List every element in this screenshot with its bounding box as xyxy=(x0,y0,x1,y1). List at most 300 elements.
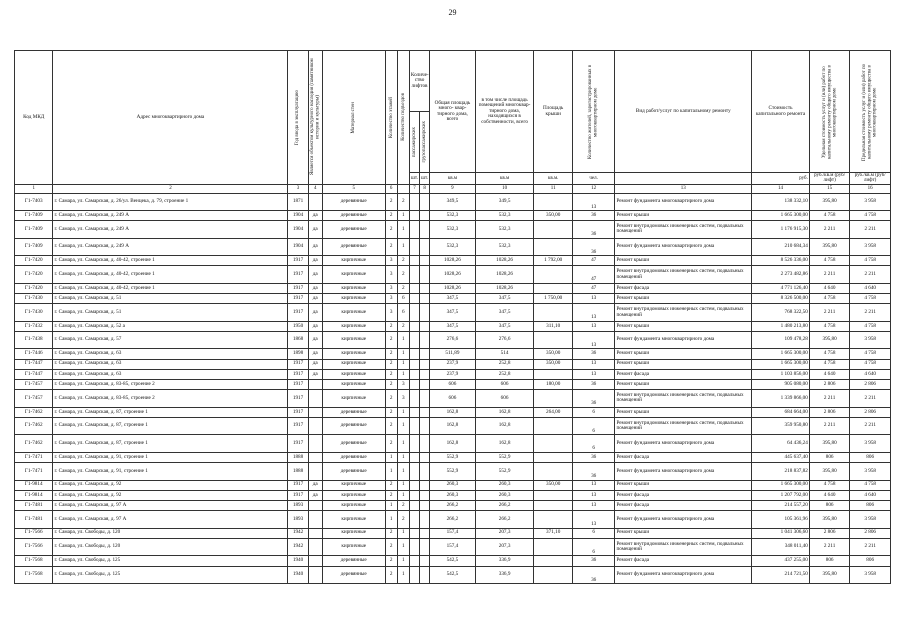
cell-residents: 36 xyxy=(572,380,615,390)
cell-cost: 64 436,24 xyxy=(752,435,810,453)
cell-walls: кирпичные xyxy=(322,511,385,529)
cell-work: Ремонт крыши xyxy=(615,480,752,490)
cell-address: г. Самара, ул. Самарская, д. 92 xyxy=(53,480,288,490)
table-row xyxy=(15,538,891,556)
cell-max-cost: 3 958 xyxy=(850,435,891,453)
header-heritage: Является объектом культурного наследия (памятником истории и культуры) xyxy=(309,58,321,176)
cell-unit-cost: 395,80 xyxy=(809,238,850,256)
cell-unit-cost: 806 xyxy=(809,556,850,566)
cell-address: г. Самара, ул. Самарская, д. 40-42, строение 1 xyxy=(53,256,288,266)
cell-elev-pass xyxy=(409,238,419,256)
cell-max-cost: 806 xyxy=(850,452,891,462)
cell-elev-pass xyxy=(409,304,419,322)
cell-work: Ремонт внутридомовых инженерных систем, подвальных помещений xyxy=(615,538,752,556)
cell-total-area: 606 xyxy=(430,390,476,408)
cell-elev-cargo xyxy=(420,528,430,538)
unit-unit-cost: руб./кв.м (руб/лифт) xyxy=(809,173,850,185)
cell-residential-area: 349,5 xyxy=(475,193,534,211)
cell-elev-cargo xyxy=(420,556,430,566)
cell-max-cost: 4 758 xyxy=(850,321,891,331)
cell-entrances: 2 xyxy=(397,511,409,529)
cell-address: г. Самара, ул. Самарская, д. 52 а xyxy=(53,321,288,331)
colnum: 5 xyxy=(322,184,385,193)
cell-elev-pass xyxy=(409,359,419,369)
cell-total-area: 266,2 xyxy=(430,500,476,510)
cell-code: Г1-7403 xyxy=(15,193,53,211)
cell-cost: 1 665 300,00 xyxy=(752,480,810,490)
cell-total-area: 552,9 xyxy=(430,452,476,462)
cell-heritage xyxy=(308,511,322,529)
cell-floors: 2 xyxy=(385,407,397,417)
cell-total-area: 552,9 xyxy=(430,463,476,481)
cell-floors: 3 xyxy=(385,294,397,304)
cell-year: 1917 xyxy=(288,417,308,435)
cell-work: Ремонт внутридомовых инженерных систем, подвальных помещений xyxy=(615,304,752,322)
cell-year: 1942 xyxy=(288,528,308,538)
cell-roof-area xyxy=(534,304,572,322)
cell-unit-cost: 4 758 xyxy=(809,256,850,266)
cell-elev-cargo xyxy=(420,538,430,556)
cell-residents: 13 xyxy=(572,359,615,369)
cell-code: Г1-7566 xyxy=(15,528,53,538)
cell-max-cost: 2 211 xyxy=(850,221,891,239)
cell-roof-area: 371,10 xyxy=(534,528,572,538)
cell-residents: 36 xyxy=(572,221,615,239)
cell-heritage: да xyxy=(308,304,322,322)
cell-floors: 2 xyxy=(385,193,397,211)
cell-address: г. Самара, ул. Самарская, д. 83-85, строение 2 xyxy=(53,380,288,390)
cell-heritage: да xyxy=(308,221,322,239)
cell-year: 1917 xyxy=(288,304,308,322)
cell-elev-cargo xyxy=(420,480,430,490)
cell-total-area: 606 xyxy=(430,380,476,390)
cell-heritage xyxy=(308,193,322,211)
colnum: 12 xyxy=(572,184,615,193)
cell-residential-area: 347,5 xyxy=(475,321,534,331)
cell-max-cost: 3 958 xyxy=(850,463,891,481)
table-row xyxy=(15,221,891,239)
cell-floors: 2 xyxy=(385,390,397,408)
cell-elev-cargo xyxy=(420,211,430,221)
cell-cost: 905 080,00 xyxy=(752,380,810,390)
cell-residents: 36 xyxy=(572,463,615,481)
cell-heritage xyxy=(308,452,322,462)
cell-elev-pass xyxy=(409,417,419,435)
cell-work: Ремонт фундамента многоквартирного дома xyxy=(615,238,752,256)
cell-max-cost: 4 640 xyxy=(850,369,891,379)
cell-heritage xyxy=(308,435,322,453)
cell-total-area: 349,5 xyxy=(430,193,476,211)
cell-total-area: 260,3 xyxy=(430,490,476,500)
cell-year: 1904 xyxy=(288,221,308,239)
cell-walls: кирпичные xyxy=(322,331,385,349)
cell-code: Г1-7432 xyxy=(15,321,53,331)
cell-residential-area: 162,8 xyxy=(475,407,534,417)
cell-code: Г1-7420 xyxy=(15,283,53,293)
cell-address: г. Самара, ул. Самарская, д. 91, строение 1 xyxy=(53,452,288,462)
table-row xyxy=(15,304,891,322)
cell-elev-pass xyxy=(409,528,419,538)
cell-heritage xyxy=(308,556,322,566)
cell-cost: 105 361,96 xyxy=(752,511,810,529)
cell-address: г. Самара, ул. Свободы, д. 125 xyxy=(53,566,288,584)
cell-residential-area: 1028,26 xyxy=(475,266,534,284)
cell-max-cost: 2 211 xyxy=(850,417,891,435)
cell-entrances: 1 xyxy=(397,480,409,490)
table-row xyxy=(15,193,891,211)
colnum: 1 xyxy=(15,184,53,193)
cell-total-area: 276,6 xyxy=(430,331,476,349)
cell-residents: 13 xyxy=(572,304,615,322)
cell-roof-area: 264,00 xyxy=(534,407,572,417)
table-row xyxy=(15,390,891,408)
cell-max-cost: 4 640 xyxy=(850,490,891,500)
colnum: 8 xyxy=(420,184,430,193)
cell-unit-cost: 2 806 xyxy=(809,380,850,390)
cell-elev-cargo xyxy=(420,369,430,379)
cell-residential-area: 532,3 xyxy=(475,221,534,239)
header-floors: Количество этажей xyxy=(388,96,394,138)
cell-roof-area xyxy=(534,556,572,566)
cell-roof-area xyxy=(534,511,572,529)
cell-elev-pass xyxy=(409,500,419,510)
cell-elev-cargo xyxy=(420,331,430,349)
cell-entrances: 1 xyxy=(397,238,409,256)
cell-walls: деревянные xyxy=(322,193,385,211)
cell-heritage xyxy=(308,417,322,435)
cell-address: г. Самара, ул. Самарская, д. 63 xyxy=(53,359,288,369)
cell-floors: 2 xyxy=(385,211,397,221)
cell-year: 1917 xyxy=(288,390,308,408)
cell-elev-cargo xyxy=(420,359,430,369)
cell-max-cost: 4 758 xyxy=(850,480,891,490)
cell-unit-cost: 4 758 xyxy=(809,321,850,331)
cell-cost: 768 322,50 xyxy=(752,304,810,322)
cell-cost: 1 041 306,60 xyxy=(752,528,810,538)
cell-address: г. Самара, ул. Самарская, д. 40-42, строение 1 xyxy=(53,283,288,293)
cell-entrances: 1 xyxy=(397,417,409,435)
colnum: 11 xyxy=(534,184,572,193)
cell-walls: кирпичные xyxy=(322,349,385,359)
cell-work: Ремонт внутридомовых инженерных систем, подвальных помещений xyxy=(615,266,752,284)
cell-cost: 210 684,34 xyxy=(752,238,810,256)
cell-code: Г1-7457 xyxy=(15,390,53,408)
unit-max-cost: руб./кв.м (руб/лифт) xyxy=(850,173,891,185)
cell-roof-area xyxy=(534,283,572,293)
cell-max-cost: 2 806 xyxy=(850,380,891,390)
cell-max-cost: 2 211 xyxy=(850,266,891,284)
cell-year: 1917 xyxy=(288,359,308,369)
cell-year: 1940 xyxy=(288,556,308,566)
cell-floors: 2 xyxy=(385,359,397,369)
cell-address: г. Самара, ул. Свободы, д. 120 xyxy=(53,528,288,538)
cell-elev-pass xyxy=(409,463,419,481)
cell-max-cost: 4 640 xyxy=(850,283,891,293)
cell-entrances: 1 xyxy=(397,407,409,417)
cell-residents: 47 xyxy=(572,266,615,284)
cell-roof-area: 311,10 xyxy=(534,321,572,331)
table-row xyxy=(15,407,891,417)
header-work-type: Вид работ/услуг по капитальному ремонту xyxy=(615,51,752,173)
table-row xyxy=(15,266,891,284)
cell-elev-pass xyxy=(409,480,419,490)
cell-walls: кирпичные xyxy=(322,321,385,331)
unit-elev-pass: шт. xyxy=(409,173,419,185)
cell-address: г. Самара, ул. Самарская, д. 87, строение 1 xyxy=(53,407,288,417)
colnum: 10 xyxy=(475,184,534,193)
cell-total-area: 157,4 xyxy=(430,538,476,556)
cell-entrances: 1 xyxy=(397,566,409,584)
cell-residents: 13 xyxy=(572,480,615,490)
cell-walls: деревянные xyxy=(322,566,385,584)
cell-total-area: 532,3 xyxy=(430,221,476,239)
capital-repair-table xyxy=(14,50,891,584)
cell-year: 1888 xyxy=(288,452,308,462)
cell-heritage xyxy=(308,463,322,481)
cell-elev-cargo xyxy=(420,294,430,304)
cell-walls: кирпичные xyxy=(322,256,385,266)
cell-total-area: 266,2 xyxy=(430,511,476,529)
cell-year: 1917 xyxy=(288,266,308,284)
cell-roof-area xyxy=(534,463,572,481)
cell-elev-cargo xyxy=(420,407,430,417)
cell-total-area: 157,4 xyxy=(430,528,476,538)
cell-roof-area: 350,00 xyxy=(534,349,572,359)
cell-heritage: да xyxy=(308,369,322,379)
cell-walls: кирпичные xyxy=(322,359,385,369)
cell-total-area: 1028,26 xyxy=(430,256,476,266)
colnum: 9 xyxy=(430,184,476,193)
cell-max-cost: 3 958 xyxy=(850,511,891,529)
cell-year: 1917 xyxy=(288,407,308,417)
cell-unit-cost: 2 211 xyxy=(809,266,850,284)
cell-year: 1950 xyxy=(288,321,308,331)
cell-cost: 8 326 500,00 xyxy=(752,294,810,304)
cell-residential-area: 260,3 xyxy=(475,490,534,500)
cell-elev-pass xyxy=(409,369,419,379)
cell-residents: 47 xyxy=(572,283,615,293)
header-roof-area: Площадь крыши xyxy=(534,51,572,173)
table-row xyxy=(15,417,891,435)
cell-elev-pass xyxy=(409,511,419,529)
cell-elev-cargo xyxy=(420,500,430,510)
cell-total-area: 347,5 xyxy=(430,321,476,331)
cell-heritage: да xyxy=(308,211,322,221)
cell-code: Г1-7447 xyxy=(15,369,53,379)
cell-residential-area: 276,6 xyxy=(475,331,534,349)
colnum: 7 xyxy=(409,184,419,193)
cell-address: г. Самара, ул. Самарская, д. 249 А xyxy=(53,221,288,239)
cell-residents: 13 xyxy=(572,500,615,510)
cell-walls: кирпичные xyxy=(322,283,385,293)
cell-unit-cost: 4 640 xyxy=(809,490,850,500)
cell-entrances: 1 xyxy=(397,538,409,556)
table-row xyxy=(15,321,891,331)
header-code: Код МКД xyxy=(15,51,53,185)
cell-year: 1868 xyxy=(288,331,308,349)
cell-residential-area: 336,9 xyxy=(475,556,534,566)
cell-elev-cargo xyxy=(420,283,430,293)
cell-floors: 2 xyxy=(385,380,397,390)
cell-code: Г1-7420 xyxy=(15,256,53,266)
cell-heritage: да xyxy=(308,283,322,293)
cell-entrances: 1 xyxy=(397,359,409,369)
cell-heritage xyxy=(308,390,322,408)
cell-elev-cargo xyxy=(420,304,430,322)
cell-heritage: да xyxy=(308,238,322,256)
cell-residential-area: 336,9 xyxy=(475,566,534,584)
cell-cost: 445 637,40 xyxy=(752,452,810,462)
cell-roof-area xyxy=(534,221,572,239)
cell-work: Ремонт крыши xyxy=(615,321,752,331)
table-row xyxy=(15,452,891,462)
cell-floors: 1 xyxy=(385,452,397,462)
cell-walls: кирпичные xyxy=(322,490,385,500)
table-row xyxy=(15,283,891,293)
cell-cost: 359 950,80 xyxy=(752,417,810,435)
cell-code: Г1-7447 xyxy=(15,359,53,369)
cell-residential-area: 266,2 xyxy=(475,500,534,510)
cell-elev-cargo xyxy=(420,349,430,359)
cell-roof-area: 350,00 xyxy=(534,211,572,221)
colnum: 4 xyxy=(308,184,322,193)
cell-residents: 6 xyxy=(572,538,615,556)
cell-total-area: 162,8 xyxy=(430,417,476,435)
cell-code: Г1-7420 xyxy=(15,266,53,284)
cell-work: Ремонт фундамента многоквартирного дома xyxy=(615,566,752,584)
table-row xyxy=(15,500,891,510)
cell-total-area: 260,3 xyxy=(430,480,476,490)
cell-max-cost: 3 958 xyxy=(850,566,891,584)
cell-floors: 2 xyxy=(385,238,397,256)
cell-roof-area xyxy=(534,452,572,462)
cell-floors: 2 xyxy=(385,490,397,500)
cell-code: Г1-9814 xyxy=(15,490,53,500)
cell-floors: 2 xyxy=(385,221,397,239)
cell-address: г. Самара, ул. Свободы, д. 120 xyxy=(53,538,288,556)
cell-roof-area xyxy=(534,390,572,408)
cell-code: Г1-7566 xyxy=(15,538,53,556)
cell-max-cost: 2 806 xyxy=(850,407,891,417)
cell-elev-cargo xyxy=(420,221,430,239)
cell-floors: 2 xyxy=(385,528,397,538)
cell-walls: кирпичные xyxy=(322,390,385,408)
cell-residential-area: 514 xyxy=(475,349,534,359)
cell-floors: 2 xyxy=(385,435,397,453)
cell-cost: 437 255,00 xyxy=(752,556,810,566)
cell-floors: 3 xyxy=(385,266,397,284)
cell-max-cost: 4 758 xyxy=(850,359,891,369)
cell-elev-pass xyxy=(409,283,419,293)
cell-entrances: 1 xyxy=(397,556,409,566)
cell-floors: 2 xyxy=(385,349,397,359)
cell-max-cost: 806 xyxy=(850,556,891,566)
cell-code: Г1-7481 xyxy=(15,500,53,510)
cell-code: Г1-7462 xyxy=(15,417,53,435)
cell-work: Ремонт крыши xyxy=(615,211,752,221)
table-row xyxy=(15,480,891,490)
cell-max-cost: 3 958 xyxy=(850,238,891,256)
cell-floors: 2 xyxy=(385,556,397,566)
cell-unit-cost: 2 211 xyxy=(809,417,850,435)
cell-elev-cargo xyxy=(420,256,430,266)
cell-floors: 2 xyxy=(385,538,397,556)
cell-entrances: 3 xyxy=(397,380,409,390)
cell-work: Ремонт внутридомовых инженерных систем, подвальных помещений xyxy=(615,221,752,239)
cell-floors: 1 xyxy=(385,511,397,529)
cell-year: 1917 xyxy=(288,256,308,266)
cell-elev-cargo xyxy=(420,463,430,481)
cell-elev-pass xyxy=(409,452,419,462)
cell-code: Г1-7409 xyxy=(15,211,53,221)
cell-unit-cost: 395,80 xyxy=(809,566,850,584)
cell-residential-area: 260,3 xyxy=(475,480,534,490)
cell-work: Ремонт крыши xyxy=(615,528,752,538)
cell-elev-pass xyxy=(409,538,419,556)
cell-residents: 13 xyxy=(572,331,615,349)
cell-entrances: 2 xyxy=(397,500,409,510)
cell-year: 1888 xyxy=(288,463,308,481)
table-row xyxy=(15,435,891,453)
cell-residents: 47 xyxy=(572,256,615,266)
cell-residents: 13 xyxy=(572,369,615,379)
cell-elev-pass xyxy=(409,331,419,349)
unit-roof-area: кв.м. xyxy=(534,173,572,185)
cell-residents: 36 xyxy=(572,349,615,359)
cell-entrances: 1 xyxy=(397,221,409,239)
cell-elev-pass xyxy=(409,266,419,284)
cell-entrances: 6 xyxy=(397,304,409,322)
cell-residents: 36 xyxy=(572,566,615,584)
cell-roof-area: 1 792,00 xyxy=(534,256,572,266)
cell-year: 1904 xyxy=(288,238,308,256)
cell-floors: 2 xyxy=(385,331,397,349)
cell-roof-area xyxy=(534,417,572,435)
cell-year: 1893 xyxy=(288,500,308,510)
cell-walls: деревянные xyxy=(322,211,385,221)
header-residential-area: в том числе площадь помещений многоквар- тирного дома, находящихся в собственности, всего xyxy=(475,51,534,173)
cell-max-cost: 4 758 xyxy=(850,349,891,359)
cell-floors: 2 xyxy=(385,369,397,379)
cell-elev-pass xyxy=(409,556,419,566)
cell-address: г. Самара, ул. Самарская, д. 26/ул. Венцека, д. 79, строение 1 xyxy=(53,193,288,211)
cell-residential-area: 532,3 xyxy=(475,211,534,221)
cell-work: Ремонт фундамента многоквартирного дома xyxy=(615,463,752,481)
table-row xyxy=(15,349,891,359)
cell-elev-pass xyxy=(409,193,419,211)
cell-unit-cost: 4 758 xyxy=(809,294,850,304)
cell-entrances: 2 xyxy=(397,321,409,331)
cell-roof-area xyxy=(534,238,572,256)
cell-unit-cost: 806 xyxy=(809,500,850,510)
cell-cost: 348 011,40 xyxy=(752,538,810,556)
cell-cost: 684 664,00 xyxy=(752,407,810,417)
cell-floors: 2 xyxy=(385,417,397,435)
header-unit-cost: Удельная стоимость услуг и (или) работ по капитальному ремонту общего имущества в многоквартирном доме xyxy=(821,64,838,159)
cell-code: Г1-9814 xyxy=(15,480,53,490)
cell-code: Г1-7430 xyxy=(15,294,53,304)
cell-year: 1942 xyxy=(288,538,308,556)
cell-residents: 13 xyxy=(572,321,615,331)
cell-floors: 2 xyxy=(385,480,397,490)
cell-residents: 6 xyxy=(572,407,615,417)
cell-year: 1893 xyxy=(288,511,308,529)
cell-residential-area: 207,3 xyxy=(475,538,534,556)
cell-walls: кирпичные xyxy=(322,266,385,284)
cell-address: г. Самара, ул. Самарская, д. 83-85, строение 2 xyxy=(53,390,288,408)
cell-walls: кирпичные xyxy=(322,304,385,322)
cell-roof-area: 1 750,00 xyxy=(534,294,572,304)
